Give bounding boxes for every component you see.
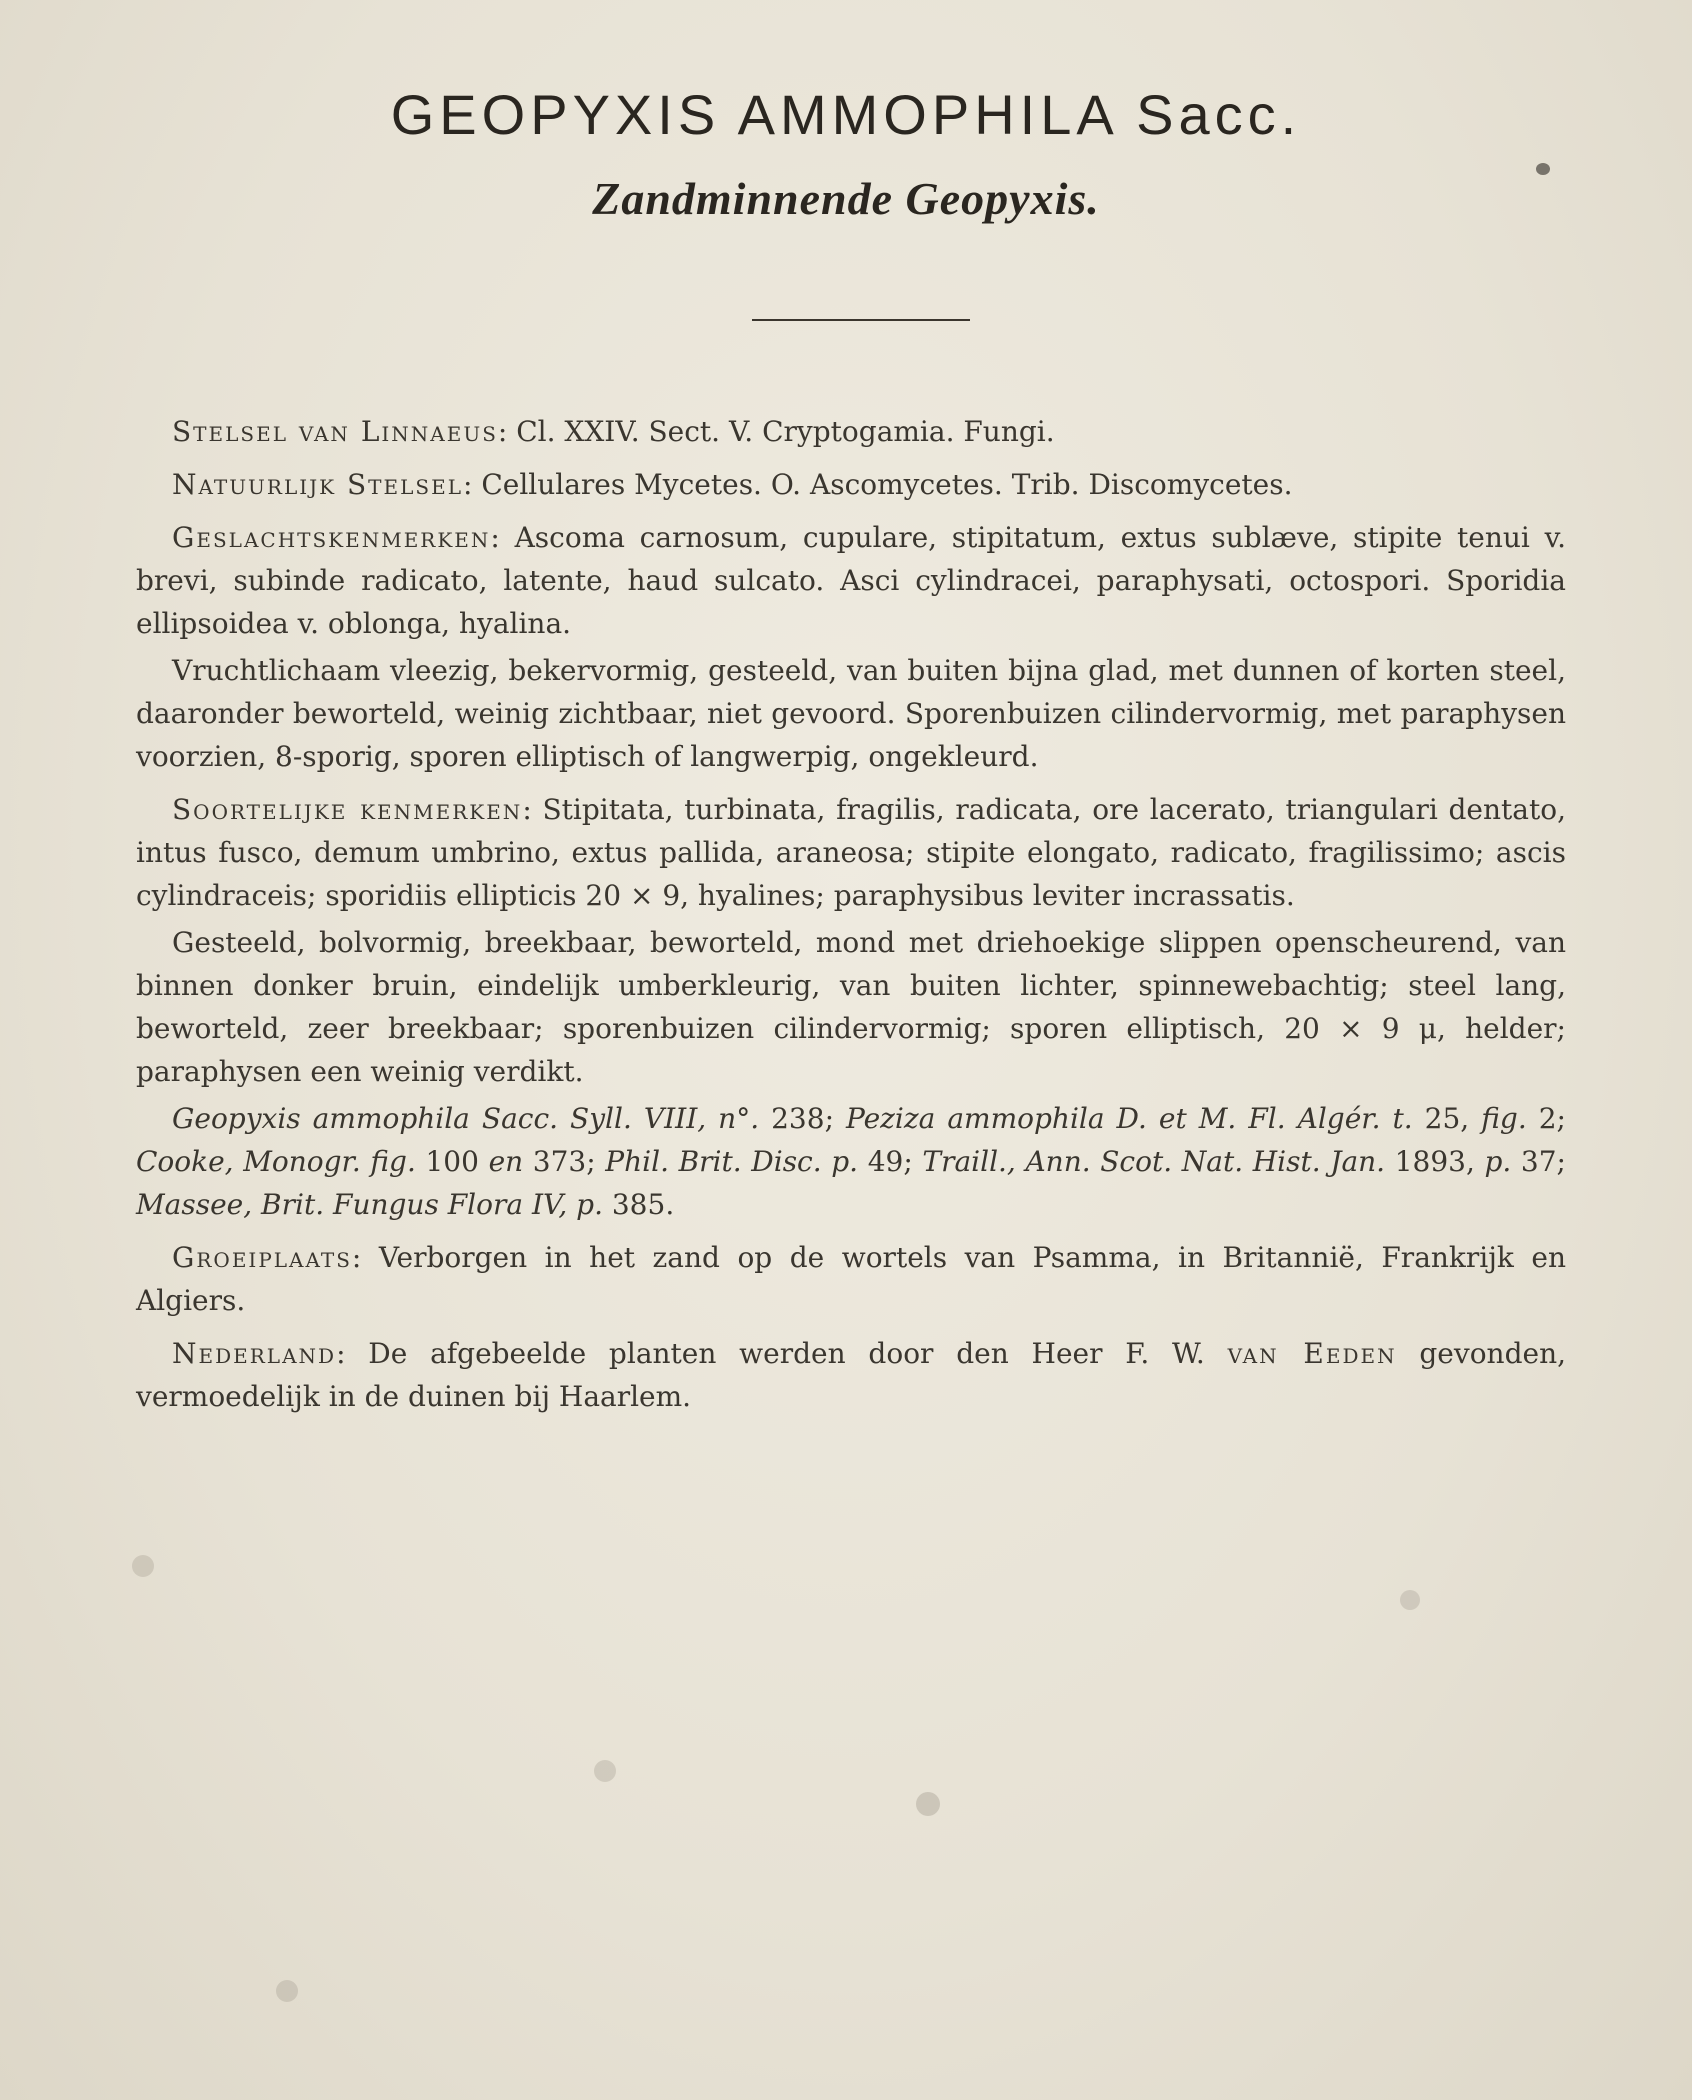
ref-phillips: Phil. Brit. Disc. p. — [605, 1145, 859, 1178]
paper-spot — [916, 1792, 940, 1816]
ref-num-6: 49; — [858, 1145, 923, 1178]
ref-num-2: 25, — [1412, 1102, 1482, 1135]
ref-massee: Massee, Brit. Fungus Flora IV, p. — [136, 1188, 603, 1221]
ref-num-4: 100 — [415, 1145, 489, 1178]
ref-num-7: 1893, — [1385, 1145, 1485, 1178]
soort-text: : Stipitata, turbinata, fragilis, radicata, ore lacerato, triangulari dentato, intus fusco, demum umbrino, extus pallida, araneosa; stipite elongato, radicato, fragilissimo; ascis cylindraceis; sporidiis ellipticis 20 × 9, hyalines; paraphysibus leviter incrassatis. — [136, 793, 1566, 912]
paper-spot — [276, 1980, 298, 2002]
paper-spot — [1400, 1590, 1420, 1610]
ref-num-9: 385. — [602, 1188, 675, 1221]
ref-saccardo: Geopyxis ammophila Sacc. Syll. VIII, n°. — [172, 1102, 760, 1135]
paper-spot — [132, 1555, 154, 1577]
ref-en: en — [488, 1145, 524, 1178]
description-body — [136, 410, 1566, 1428]
ref-num-8: 37; — [1511, 1145, 1566, 1178]
ref-num-3: 2; — [1526, 1102, 1566, 1135]
references-paragraph — [136, 1097, 1566, 1226]
ref-p: p. — [1484, 1145, 1512, 1178]
soort-paragraph — [136, 788, 1566, 917]
ref-cooke: Cooke, Monogr. fig. — [136, 1145, 416, 1178]
title-divider — [752, 319, 970, 321]
geslacht-paragraph — [136, 516, 1566, 645]
groeiplaats-text: : Verborgen in het zand op de wortels van Psamma, in Britannië, Frankrijk en Algiers. — [136, 1241, 1566, 1317]
ref-fig: fig. — [1481, 1102, 1527, 1135]
linnaeus-paragraph — [136, 410, 1566, 453]
paper-spot — [594, 1760, 616, 1782]
geslacht-dutch-paragraph: Vruchtlichaam vleezig, bekervormig, gesteeld, van buiten bijna glad, met dunnen of korten steel, daaronder beworteld, weinig zichtbaar, niet gevoord. Sporenbuizen cilindervormig, met paraphysen voorzien, 8-sporig, sporen elliptisch of langwerpig, ongekleurd. — [136, 654, 1566, 773]
ref-num-1: 238; — [759, 1102, 847, 1135]
nederland-label: Nederland — [172, 1337, 337, 1370]
nederland-text-2: gevonden, vermoedelijk in de duinen bij Haarlem. — [136, 1337, 1567, 1413]
ref-peziza: Peziza ammophila D. et M. Fl. Algér. t. — [846, 1102, 1413, 1135]
paper-spot — [1536, 163, 1550, 175]
natuurlijk-paragraph — [136, 463, 1566, 506]
species-title: GEOPYXIS AMMOPHILA Sacc. — [390, 83, 1302, 146]
natuurlijk-text: : Cellulares Mycetes. O. Ascomycetes. Trib. Discomycetes. — [462, 468, 1293, 501]
geslacht-text: : Ascoma carnosum, cupulare, stipitatum, extus sublæve, stipite tenui v. brevi, subinde radicato, latente, haud sulcato. Asci cylindracei, paraphysati, octospori. Sporidia ellipsoidea v. oblonga, hyalina. — [136, 521, 1566, 640]
linnaeus-text: : Cl. XXIV. Sect. V. Cryptogamia. Fungi. — [497, 415, 1055, 448]
natuurlijk-label: Natuurlijk Stelsel — [172, 468, 463, 501]
nederland-paragraph — [136, 1332, 1566, 1418]
groeiplaats-label: Groeiplaats — [172, 1241, 352, 1274]
linnaeus-label: Stelsel van Linnaeus — [172, 415, 498, 448]
soort-dutch-paragraph: Gesteeld, bolvormig, breekbaar, beworteld, mond met driehoekige slippen openscheurend, van binnen donker bruin, eindelijk umberkleurig, van buiten lichter, spinnewebachtig; steel lang, beworteld, zeer breekbaar; sporenbuizen cilindervormig; sporen elliptisch, 20 × 9 μ, helder; paraphysen een weinig verdikt. — [136, 926, 1566, 1088]
groeiplaats-paragraph — [136, 1236, 1566, 1322]
nederland-text-1: : De afgebeelde planten werden door den Heer F. W. — [336, 1337, 1228, 1370]
species-subtitle: Zandminnende Geopyxis. — [592, 173, 1100, 224]
soort-label: Soortelijke kenmerken — [172, 793, 523, 826]
geslacht-label: Geslachtskenmerken — [172, 521, 491, 554]
nederland-collector: van Eeden — [1227, 1337, 1397, 1370]
ref-num-5: 373; — [523, 1145, 606, 1178]
ref-traill: Traill., Ann. Scot. Nat. Hist. Jan. — [922, 1145, 1386, 1178]
